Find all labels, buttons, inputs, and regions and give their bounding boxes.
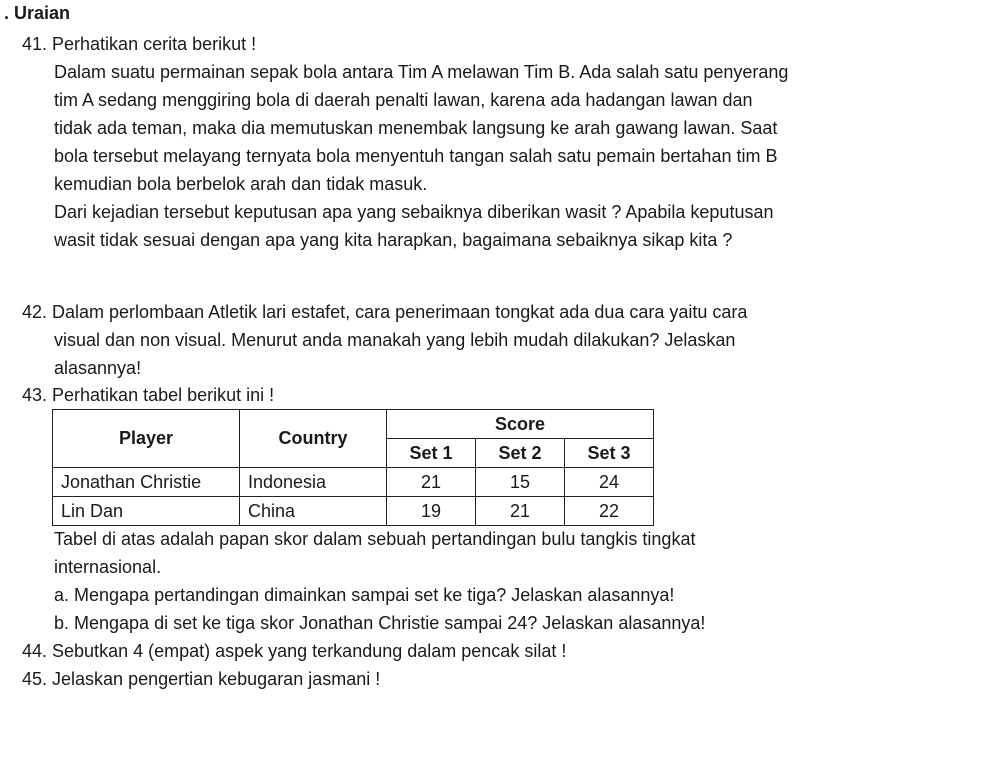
header-player: Player bbox=[53, 410, 240, 468]
question-41-line: wasit tidak sesuai dengan apa yang kita harapkan, bagaimana sebaiknya sikap kita ? bbox=[54, 230, 733, 250]
question-43-line: Tabel di atas adalah papan skor dalam sebuah pertandingan bulu tangkis tingkat bbox=[54, 529, 696, 549]
header-set: Set 1 bbox=[387, 439, 476, 468]
cell-score: 21 bbox=[476, 497, 565, 526]
header-score: Score bbox=[387, 410, 654, 439]
cell-score: 24 bbox=[565, 468, 654, 497]
question-41-line: tim A sedang menggiring bola di daerah penalti lawan, karena ada hadangan lawan dan bbox=[54, 90, 753, 110]
question-41-line: Dalam suatu permainan sepak bola antara Tim A melawan Tim B. Ada salah satu penyerang bbox=[54, 62, 789, 82]
cell-country: Indonesia bbox=[240, 468, 387, 497]
table-row bbox=[53, 497, 654, 526]
question-43-heading: 43. Perhatikan tabel berikut ini ! bbox=[22, 385, 275, 405]
score-table bbox=[52, 409, 654, 526]
question-42-line: alasannya! bbox=[54, 358, 142, 378]
cell-player: Jonathan Christie bbox=[53, 468, 240, 497]
question-43-line: internasional. bbox=[54, 557, 162, 577]
table-row bbox=[53, 468, 654, 497]
question-45: 45. Jelaskan pengertian kebugaran jasmani ! bbox=[22, 669, 381, 689]
cell-score: 22 bbox=[565, 497, 654, 526]
cell-country: China bbox=[240, 497, 387, 526]
question-42-line: 42. Dalam perlombaan Atletik lari estafet, cara penerimaan tongkat ada dua cara yaitu cara bbox=[22, 302, 748, 322]
question-44: 44. Sebutkan 4 (empat) aspek yang terkandung dalam pencak silat ! bbox=[22, 641, 567, 661]
question-41-line: Dari kejadian tersebut keputusan apa yang sebaiknya diberikan wasit ? Apabila keputusan bbox=[54, 202, 774, 222]
cell-score: 21 bbox=[387, 468, 476, 497]
question-43-sub-a: a. Mengapa pertandingan dimainkan sampai set ke tiga? Jelaskan alasannya! bbox=[54, 585, 675, 605]
question-42-line: visual dan non visual. Menurut anda manakah yang lebih mudah dilakukan? Jelaskan bbox=[54, 330, 736, 350]
question-41-line: kemudian bola berbelok arah dan tidak masuk. bbox=[54, 174, 428, 194]
question-43-sub-b: b. Mengapa di set ke tiga skor Jonathan Christie sampai 24? Jelaskan alasannya! bbox=[54, 613, 706, 633]
header-set: Set 3 bbox=[565, 439, 654, 468]
cell-score: 19 bbox=[387, 497, 476, 526]
header-set: Set 2 bbox=[476, 439, 565, 468]
cell-score: 15 bbox=[476, 468, 565, 497]
cell-player: Lin Dan bbox=[53, 497, 240, 526]
question-41-heading: 41. Perhatikan cerita berikut ! bbox=[22, 34, 257, 54]
question-41-line: tidak ada teman, maka dia memutuskan menembak langsung ke arah gawang lawan. Saat bbox=[54, 118, 778, 138]
header-country: Country bbox=[240, 410, 387, 468]
question-41-line: bola tersebut melayang ternyata bola menyentuh tangan salah satu pemain bertahan tim B bbox=[54, 146, 778, 166]
section-title: . Uraian bbox=[4, 3, 71, 23]
